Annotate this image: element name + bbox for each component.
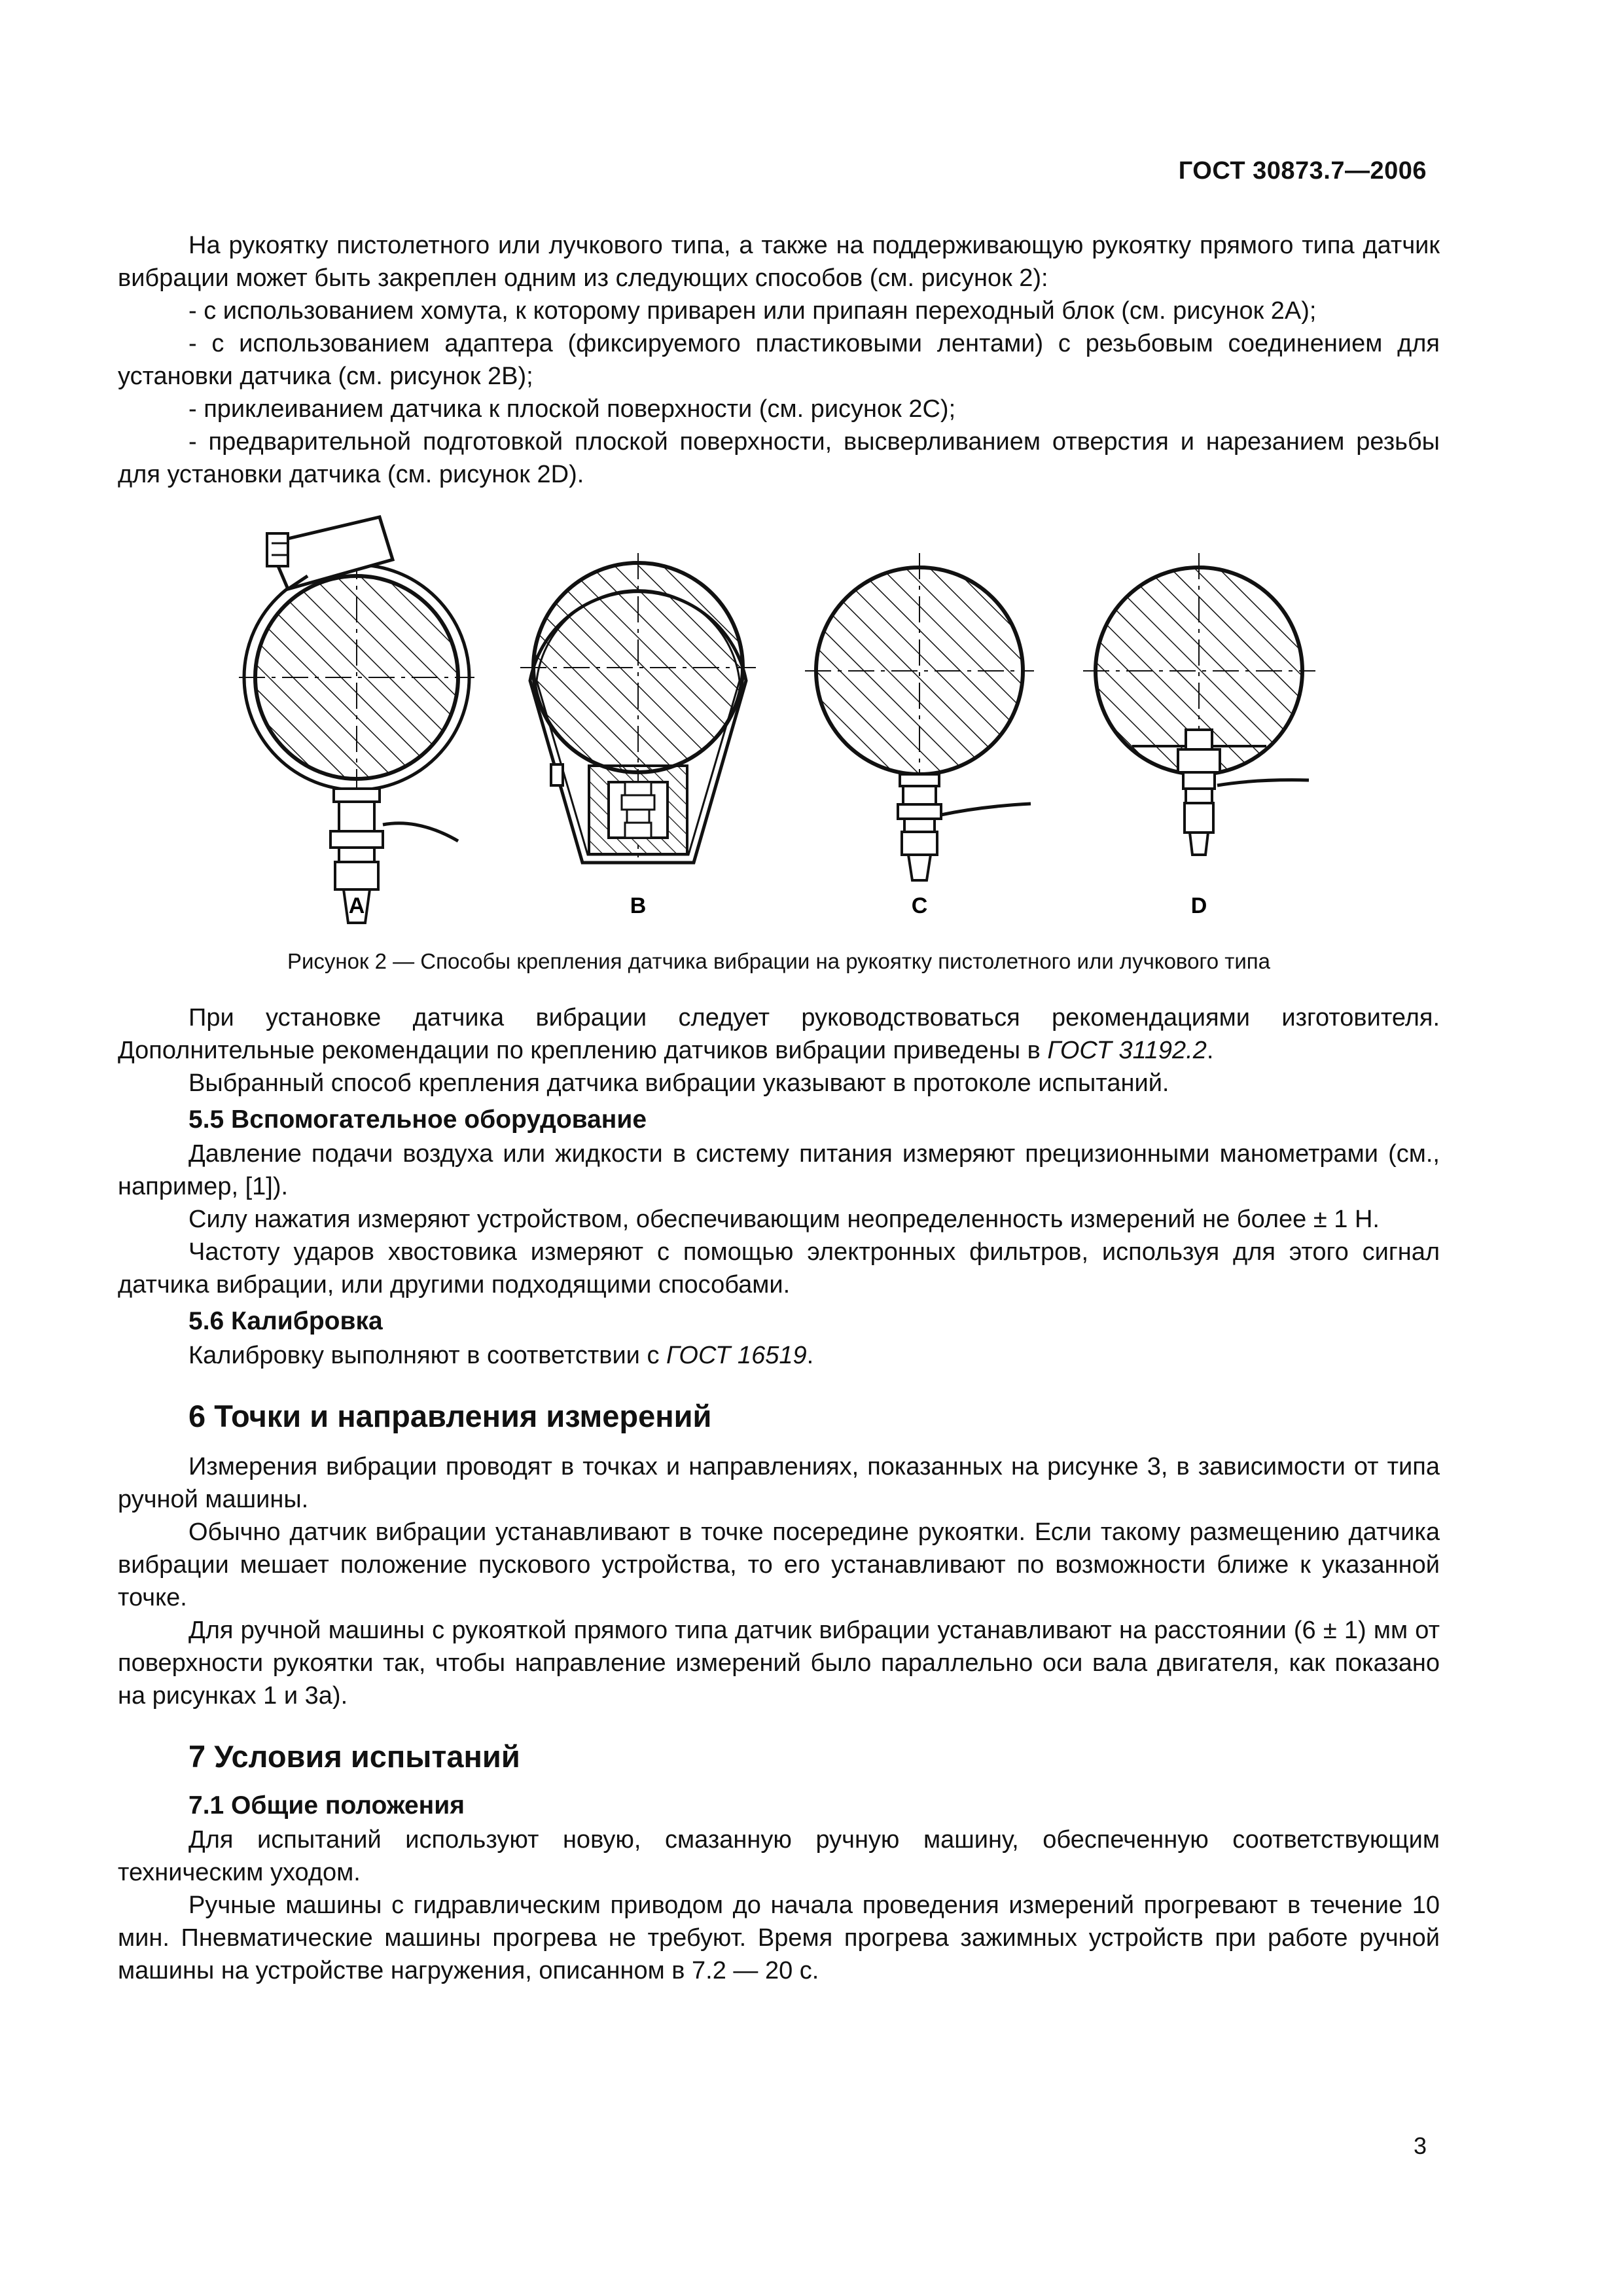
figure-2a xyxy=(239,517,474,923)
section-7-1-p1: Для испытаний используют новую, смазанную ручную машину, обеспеченную соответствующим техническим уходом. xyxy=(118,1826,1440,1886)
section-7-title: 7 Условия испытаний xyxy=(188,1739,520,1774)
gost-16519-reference: ГОСТ 16519 xyxy=(666,1342,807,1369)
section-6-p2: Обычно датчик вибрации устанавливают в точке посередине рукоятки. Если такому размещению датчика вибрации мешает положение пускового устройства, то его устанавливают по возможности ближе к указанной точке. xyxy=(118,1518,1440,1611)
mounting-note: При установке датчика вибрации следует руководствоваться рекомендациями изготовителя. Дополнительные рекомендации по креплению датчиков вибрации приведены в ГОСТ 31192.2. xyxy=(118,1004,1440,1064)
section-5-5-p2: Силу нажатия измеряют устройством, обеспечивающим неопределенность измерений не более ± 1 Н. xyxy=(188,1206,1380,1233)
section-6-p3: Для ручной машины с рукояткой прямого типа датчик вибрации устанавливают на расстоянии (6 ± 1) мм от поверхности рукоятки так, чтобы направление измерений было параллельно оси вала двигателя, как показано на рисунках 1 и 3а). xyxy=(118,1617,1440,1710)
intro-item-1: - с использованием хомута, к которому приварен или припаян переходный блок (см. рисунок 2А); xyxy=(188,297,1317,325)
figure-2d xyxy=(1083,553,1315,855)
figure-2b-label: B xyxy=(630,893,647,918)
figure-2c xyxy=(805,553,1034,880)
figure-2b xyxy=(520,553,756,863)
main-text xyxy=(118,1001,1440,1987)
section-5-5-title: 5.5 Вспомогательное оборудование xyxy=(188,1105,647,1134)
figure-2-drawing xyxy=(0,0,1623,982)
intro-item-2: - с использованием адаптера (фиксируемого пластиковыми лентами) с резьбовым соединением для установки датчика (см. рисунок 2В); xyxy=(118,330,1440,390)
intro-item-3: - приклеиванием датчика к плоской поверхности (см. рисунок 2С); xyxy=(188,395,956,423)
figure-2d-label: D xyxy=(1190,893,1207,918)
figure-2c-label: C xyxy=(911,893,928,918)
section-6-title: 6 Точки и направления измерений xyxy=(188,1399,712,1433)
section-5-6-p1: Калибровку выполняют в соответствии с ГОСТ 16519. xyxy=(188,1342,814,1369)
document-code: ГОСТ 30873.7—2006 xyxy=(1178,157,1427,185)
page-number: 3 xyxy=(1413,2132,1427,2159)
gost-31192-reference: ГОСТ 31192.2 xyxy=(1047,1037,1207,1064)
section-5-5-p1: Давление подачи воздуха или жидкости в систему питания измеряют прецизионными манометрами (см., например, [1]). xyxy=(118,1140,1440,1200)
section-7-1-title: 7.1 Общие положения xyxy=(188,1791,465,1820)
protocol-note: Выбранный способ крепления датчика вибрации указывают в протоколе испытаний. xyxy=(188,1069,1169,1097)
section-5-5-p3: Частоту ударов хвостовика измеряют с помощью электронных фильтров, используя для этого сигнал датчика вибрации, или другими подходящими способами. xyxy=(118,1238,1440,1299)
intro-item-4: - предварительной подготовкой плоской поверхности, высверливанием отверстия и нарезанием резьбы для установки датчика (см. рисунок 2D). xyxy=(118,428,1440,488)
figure-2a-label: A xyxy=(348,893,365,918)
figure-2-caption: Рисунок 2 — Способы крепления датчика вибрации на рукоятку пистолетного или лучкового типа xyxy=(287,949,1271,973)
section-5-6-title: 5.6 Калибровка xyxy=(188,1307,383,1335)
intro-paragraph: На рукоятку пистолетного или лучкового типа, а также на поддерживающую рукоятку прямого типа датчик вибрации может быть закреплен одним из следующих способов (см. рисунок 2): xyxy=(118,232,1440,292)
section-7-1-p2: Ручные машины с гидравлическим приводом до начала проведения измерений прогревают в течение 10 мин. Пневматические машины прогрева не требуют. Время прогрева зажимных устройств при работе ручной машины на устройстве нагружения, описанном в 7.2 — 20 с. xyxy=(118,1892,1440,1984)
section-6-p1: Измерения вибрации проводят в точках и направлениях, показанных на рисунке 3, в зависимости от типа ручной машины. xyxy=(118,1453,1440,1513)
